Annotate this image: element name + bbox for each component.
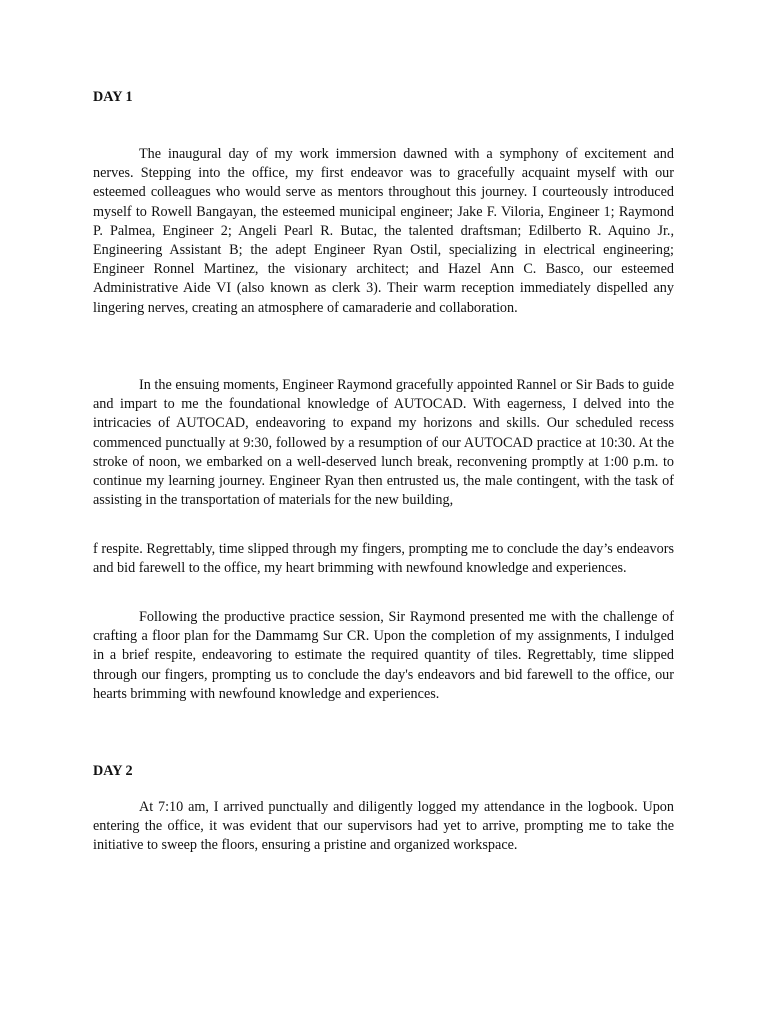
day1-paragraph-4: Following the productive practice session, Sir Raymond presented me with the challenge of crafting a floor plan for the Dammamg Sur CR. Upon the completion of my assignments, I indulged in a brief respite, endeavoring to estimate the required quantity of tiles. Regrettably, time slipped through our fingers, prompting us to conclude the day's endeavors and bid farewell to the office, our hearts brimming with newfound knowledge and experiences. — [93, 609, 674, 702]
day1-paragraph-2: In the ensuing moments, Engineer Raymond gracefully appointed Rannel or Sir Bads to guide and impart to me the foundational knowledge of AUTOCAD. With eagerness, I delved into the intricacies of AUTOCAD, endeavoring to expand my horizons and skills. Our scheduled recess commenced punctually at 9:30, followed by a resumption of our AUTOCAD practice at 10:30. At the stroke of noon, we embarked on a well-deserved lunch break, reconvening promptly at 1:00 p.m. to continue my learning journey. Engineer Ryan then entrusted us, the male contingent, with the task of assisting in the transportation of materials for the new building, — [93, 377, 674, 509]
day1-paragraph-3: f respite. Regrettably, time slipped through my fingers, prompting me to conclude the day’s endeavors and bid farewell to the office, my heart brimming with newfound knowledge and experiences. — [93, 541, 674, 577]
day2-heading: DAY 2 — [93, 763, 133, 779]
day1-paragraph-1: The inaugural day of my work immersion dawned with a symphony of excitement and nerves. Stepping into the office, my first endeavor was to gracefully acquaint myself with our esteemed colleagues who would serve as mentors throughout this journey. I courteously introduced myself to Rowell Bangayan, the esteemed municipal engineer; Jake F. Viloria, Engineer 1; Raymond P. Palmea, Engineer 2; Angeli Pearl R. Butac, the talented draftsman; Edilberto R. Aquino Jr., Engineering Assistant B; the adept Engineer Ryan Ostil, specializing in electrical engineering; Engineer Ronnel Martinez, the visionary architect; and Hazel Ann C. Basco, our esteemed Administrative Aide VI (also known as clerk 3). Their warm reception immediately dispelled any lingering nerves, creating an atmosphere of camaraderie and collaboration. — [93, 146, 674, 316]
day1-heading: DAY 1 — [93, 89, 133, 105]
day2-paragraph-1: At 7:10 am, I arrived punctually and diligently logged my attendance in the logbook. Upon entering the office, it was evident that our supervisors had yet to arrive, prompting me to take the initiative to sweep the floors, ensuring a pristine and organized workspace. — [93, 799, 674, 854]
